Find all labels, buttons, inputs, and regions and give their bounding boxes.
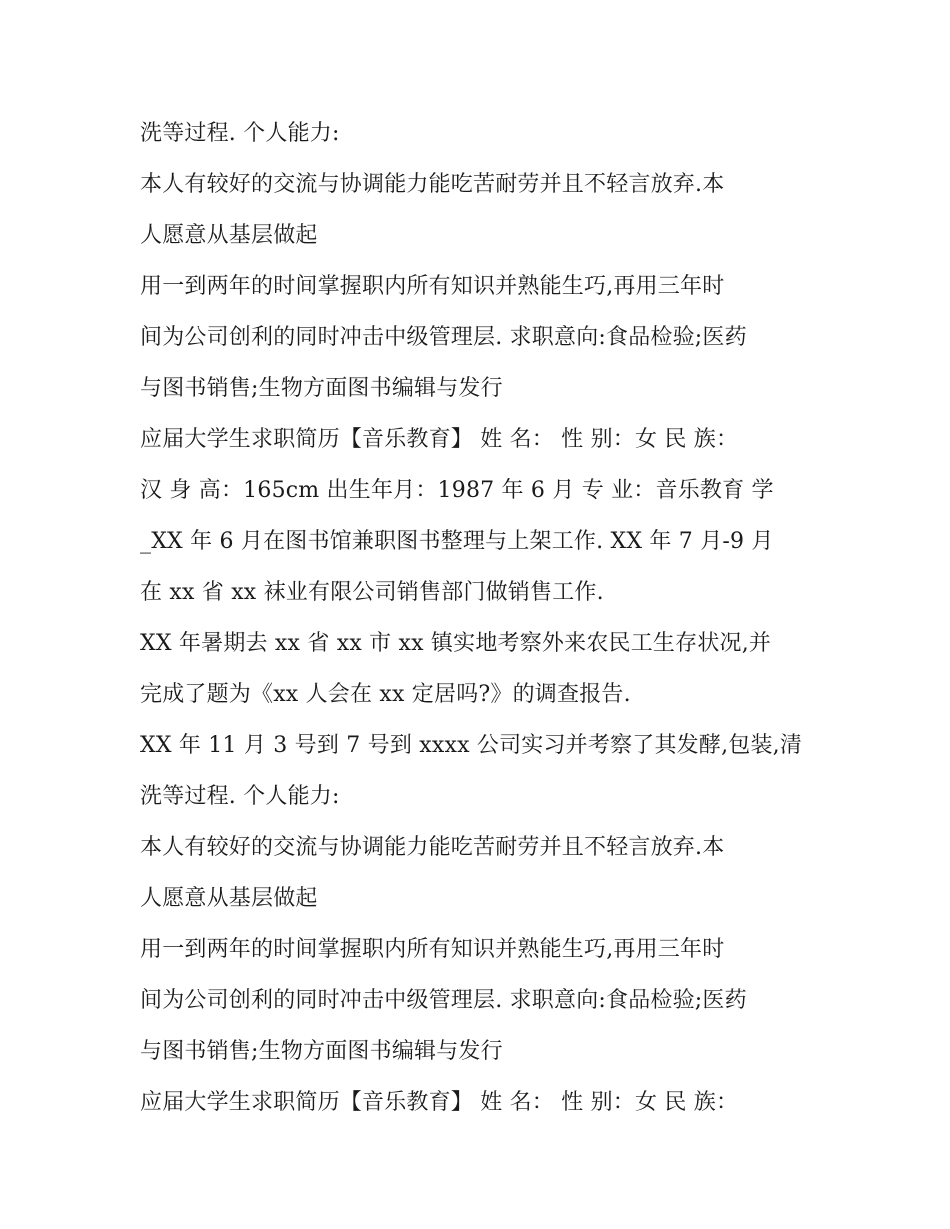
text-line: 在 xx 省 xx 袜业有限公司销售部门做销售工作. xyxy=(140,580,604,605)
text-line: 应届大学生求职简历【音乐教育】 姓 名： 性 别：女 民 族： xyxy=(140,427,739,452)
text-line: 间为公司创利的同时冲击中级管理层. 求职意向:食品检验;医药 xyxy=(140,325,747,350)
text-line: _XX 年 6 月在图书馆兼职图书整理与上架工作. XX 年 7 月-9 月 xyxy=(140,529,774,554)
text-line: 用一到两年的时间掌握职内所有知识并熟能生巧,再用三年时 xyxy=(140,937,725,962)
text-line: 与图书销售;生物方面图书编辑与发行 xyxy=(140,1039,503,1064)
document-body xyxy=(140,108,820,1128)
text-line: 本人有较好的交流与协调能力能吃苦耐劳并且不轻言放弃.本 xyxy=(140,835,725,860)
text-line: 汉 身 高：165cm 出生年月：1987 年 6 月 专 业：音乐教育 学 xyxy=(140,478,774,503)
text-line: 间为公司创利的同时冲击中级管理层. 求职意向:食品检验;医药 xyxy=(140,988,747,1013)
text-line: 完成了题为《xx 人会在 xx 定居吗?》的调查报告. xyxy=(140,682,631,707)
text-line: 应届大学生求职简历【音乐教育】 姓 名： 性 别：女 民 族： xyxy=(140,1090,739,1115)
text-line: XX 年 11 月 3 号到 7 号到 xxxx 公司实习并考察了其发酵,包装,清 xyxy=(140,733,803,758)
text-line: 人愿意从基层做起 xyxy=(140,223,318,248)
text-line: 与图书销售;生物方面图书编辑与发行 xyxy=(140,376,503,401)
text-line: 洗等过程. 个人能力: xyxy=(140,784,340,809)
text-line: 洗等过程. 个人能力: xyxy=(140,121,340,146)
text-line: 人愿意从基层做起 xyxy=(140,886,318,911)
text-line: 用一到两年的时间掌握职内所有知识并熟能生巧,再用三年时 xyxy=(140,274,725,299)
text-line: 本人有较好的交流与协调能力能吃苦耐劳并且不轻言放弃.本 xyxy=(140,172,725,197)
text-line: XX 年暑期去 xx 省 xx 市 xx 镇实地考察外来农民工生存状况,并 xyxy=(140,631,772,656)
